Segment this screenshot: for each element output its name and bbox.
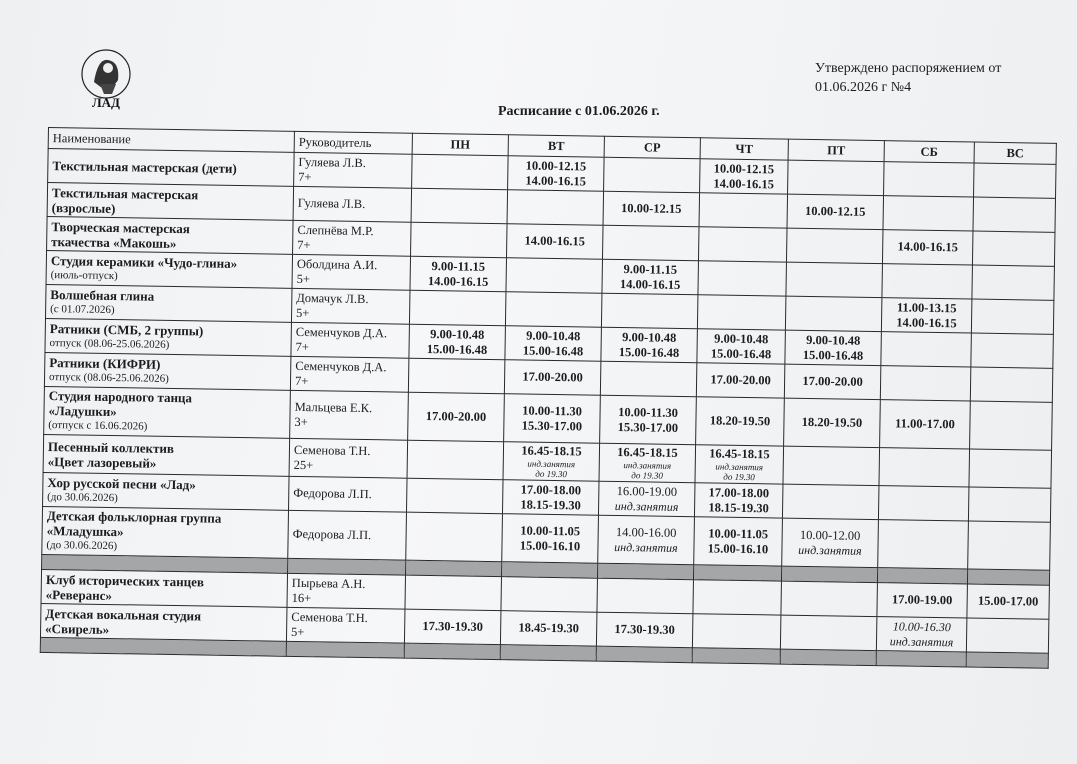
time-slot: 15.00-17.00 [977,593,1039,609]
column-header-leader: Руководитель [294,131,412,154]
time-slot: 10.00-16.30 [892,618,951,634]
time-cell-sat [877,583,968,618]
activity-name-line: Ратники (СМБ, 2 группы) [49,320,204,338]
separator-cell [40,637,286,656]
time-cell-sat [882,264,973,299]
time-slot: 17.00-20.00 [802,373,863,389]
time-slot: 14.00-16.15 [619,276,681,292]
activity-name-cell [48,149,295,187]
time-slot: инд.занятия [798,542,862,558]
time-slot: 16.45-18.15 [617,444,678,460]
leader-line: Семенова Т.Н. [291,609,368,625]
column-header-sat: СБ [884,141,974,163]
time-cell-wed [600,361,697,397]
time-cell-fri [781,581,878,617]
separator-cell [877,568,967,584]
time-cell-sat [878,486,969,521]
column-header-tue: ВТ [508,135,604,158]
time-cell-sat [878,520,969,569]
activity-name-cell [41,569,288,607]
time-cell-mon [407,440,504,480]
time-slot: 9.00-10.48 [526,328,581,343]
time-slot: 16.45-18.15 [709,446,770,462]
activity-note: (до 30.06.2026) [47,490,118,504]
time-slot: инд.занятия [614,539,678,555]
time-slot: 14.00-16.15 [896,314,957,330]
time-slot: 9.00-11.15 [623,261,678,277]
leader-line: Семенчуков Д.А. [295,358,387,374]
time-slot: 18.15-19.30 [708,499,769,515]
time-cell-mon [412,154,509,190]
time-cell-sun [972,231,1055,266]
time-cell-tue [506,258,603,294]
activity-name-line: Студия народного танца [48,388,193,406]
separator-cell [597,563,693,580]
time-cell-tue [503,442,600,482]
leader-cell [286,607,405,643]
leader-line: Домачук Л.В. [296,290,369,306]
time-slot: 14.00-16.00 [615,524,677,540]
separator-cell [780,649,876,666]
time-cell-sun [968,521,1051,570]
time-slot: до 19.30 [723,471,755,483]
time-slot: 10.00-11.05 [708,525,769,541]
activity-name-line: Ратники (КИФРИ) [49,354,161,372]
leader-cell [290,356,409,392]
time-slot: 9.00-10.48 [806,332,861,348]
time-cell-wed [602,259,699,295]
time-cell-tue [505,292,602,328]
leader-line: 5+ [296,305,310,320]
leader-line: 7+ [295,339,310,354]
time-slot: 15.00-16.48 [522,342,584,358]
time-slot: 17.00-19.00 [891,592,953,608]
approval-line-1: Утверждено распоряжением от [815,61,1002,76]
time-cell-sun [967,584,1050,619]
time-cell-wed [599,443,696,483]
time-slot: 15.00-16.10 [519,537,581,553]
time-cell-thu [693,580,782,615]
time-cell-tue [501,577,598,613]
activity-name-line: «Младушка» [46,523,124,540]
time-cell-thu [698,261,787,296]
separator-cell [286,641,404,658]
column-header-name: Наименование [48,128,294,153]
separator-cell [966,652,1048,668]
time-cell-mon [408,392,505,442]
time-slot: 18.15-19.30 [520,496,581,512]
time-cell-fri [785,330,882,366]
leader-line: Оболдина А.И. [296,256,378,272]
time-slot: 17.30-19.30 [614,621,675,637]
separator-cell [501,562,597,579]
column-header-thu: ЧТ [700,138,788,160]
time-cell-sat [880,400,971,449]
activity-name-line: Песенный коллектив [47,438,175,456]
time-cell-wed [598,515,695,565]
time-slot: 15.00-16.48 [426,341,488,357]
time-cell-sat [882,230,973,265]
separator-cell [693,565,781,581]
approval-note [815,59,1001,97]
leader-cell [294,152,413,188]
time-cell-sat [880,366,971,401]
time-cell-thu [698,227,787,262]
activity-name-line: Текстильная мастерская [51,184,199,202]
time-cell-fri [786,228,883,264]
time-cell-sun [969,449,1052,488]
time-cell-sat [881,332,972,367]
time-cell-sun [968,487,1051,522]
time-slot: 14.00-16.15 [713,175,775,191]
activity-name-cell [45,284,292,322]
time-slot: 17.00-18.00 [708,484,770,500]
leader-line: 5+ [290,624,305,639]
activity-name-line: ткачества «Макошь» [51,233,177,251]
time-slot: 11.00-13.15 [896,299,957,315]
activity-name-cell [43,472,290,510]
time-cell-thu [700,159,789,194]
time-cell-mon [409,324,506,360]
time-slot: 14.00-16.15 [524,233,586,249]
activity-name-cell [42,506,289,558]
time-cell-mon [409,290,506,326]
time-cell-fri [787,194,884,230]
time-cell-sat [879,448,970,487]
time-cell-fri [785,296,882,332]
time-slot: до 19.30 [631,470,663,481]
leader-cell [292,254,411,290]
time-cell-fri [784,398,881,448]
time-cell-wed [601,327,698,363]
activity-name-line: «Свирель» [45,620,110,637]
time-cell-sun [973,197,1056,232]
schedule-body [40,149,1056,669]
time-slot: 14.00-16.15 [525,173,587,188]
separator-cell [404,643,500,660]
activity-name-cell [47,216,294,254]
time-slot: 9.00-10.48 [430,326,485,342]
activity-note: (до 30.06.2026) [46,539,118,553]
separator-cell [781,566,877,583]
time-slot: 15.00-16.48 [710,345,772,361]
separator-cell [876,651,966,667]
time-cell-thu [694,517,783,566]
activity-name-cell [44,386,291,438]
time-cell-fri [784,364,881,400]
leader-cell [291,288,410,324]
lad-center-logo [68,44,146,110]
time-slot: инд.занятия [527,458,576,470]
activity-name-line: «Ладушки» [48,403,117,420]
leader-line: Семенчуков Д.А. [295,324,388,340]
separator-cell [406,560,502,577]
time-slot: 10.00-12.15 [620,201,682,216]
time-slot: 9.00-11.15 [431,258,486,274]
time-cell-mon [408,358,505,394]
activity-name-line: Текстильная мастерская (дети) [52,158,237,176]
leader-cell [288,510,407,560]
time-slot: 9.00-10.48 [622,329,677,345]
time-slot: 17.00-20.00 [710,372,771,388]
leader-line: Федорова Л.П. [293,485,372,502]
time-slot: 14.00-16.15 [427,273,489,289]
leader-cell [290,390,409,440]
time-slot: 17.00-18.00 [520,481,582,497]
activity-name-cell [47,183,294,221]
time-slot: 17.00-20.00 [425,408,487,424]
activity-name-line: Детская вокальная студия [45,605,202,623]
time-cell-wed [598,481,695,517]
time-cell-sun [966,618,1049,653]
time-cell-wed [600,395,697,445]
time-cell-wed [597,578,694,614]
activity-name-line: Студия керамики «Чудо-глина» [50,252,238,271]
time-cell-sun [974,163,1057,198]
time-cell-sun [971,299,1054,334]
time-cell-sat [876,617,967,652]
time-cell-tue [502,514,599,564]
time-slot: 18.20-19.50 [801,414,863,430]
activity-name-cell [44,352,291,390]
time-cell-fri [780,615,877,651]
schedule-table [40,127,1057,669]
activity-name-cell [40,603,287,641]
separator-cell [596,646,692,663]
time-slot: 16.45-18.15 [521,443,582,459]
time-slot: 11.00-17.00 [894,416,955,432]
time-cell-thu [697,329,786,364]
leader-line: 7+ [297,237,311,252]
time-cell-wed [603,191,700,227]
activity-name-line: Детская фольклорная группа [46,508,222,526]
time-slot: инд.занятия [889,633,954,649]
separator-cell [967,569,1049,585]
column-header-wed: СР [604,136,700,159]
time-cell-tue [502,480,599,516]
activity-note: (отпуск с 16.06.2026) [48,419,148,433]
time-slot: 18.20-19.50 [709,413,771,429]
time-cell-tue [504,394,601,444]
time-slot: 18.45-19.30 [518,620,580,636]
leader-line: 7+ [298,169,312,184]
time-cell-thu [699,193,788,228]
time-slot: 10.00-12.00 [799,527,861,543]
leader-cell [293,186,412,222]
time-cell-thu [692,614,781,649]
time-cell-tue [505,326,602,362]
time-cell-fri [783,446,880,486]
activity-name-line: Хор русской песни «Лад» [47,474,196,492]
time-cell-sat [883,196,974,231]
time-cell-mon [406,512,503,562]
leader-line: 16+ [291,590,312,605]
leader-line: Мальцева Е.К. [294,399,373,415]
time-cell-thu [695,445,784,484]
time-cell-sun [971,333,1054,368]
column-header-sun: ВС [974,142,1056,164]
time-cell-tue [507,224,604,260]
leader-cell [291,322,410,358]
activity-name-line: Волшебная глина [50,286,155,304]
time-cell-mon [406,478,503,514]
time-cell-sun [972,265,1055,300]
activity-name-line: «Цвет лазоревый» [47,453,157,471]
time-slot: 9.00-10.48 [714,330,769,346]
activity-name-cell [43,434,290,476]
time-cell-sun [970,401,1053,450]
time-cell-tue [508,156,605,192]
separator-cell [692,648,780,664]
time-slot: 15.30-17.00 [521,417,583,433]
time-cell-wed [604,157,701,193]
leader-cell [289,438,408,478]
time-cell-thu [696,397,785,446]
time-cell-mon [410,256,507,292]
leader-line: 5+ [296,271,311,286]
time-cell-mon [405,575,502,611]
activity-name-cell [46,250,293,288]
time-cell-thu [697,295,786,330]
svg-text:ЛАД: ЛАД [91,95,121,110]
activity-name-line: Клуб исторических танцев [45,571,205,590]
time-cell-mon [404,609,501,645]
time-slot: 15.30-17.00 [617,419,679,435]
time-cell-fri [786,262,883,298]
leader-line: 3+ [294,414,308,429]
activity-name-line: Творческая мастерская [51,218,191,236]
time-slot: 14.00-16.15 [897,239,959,255]
leader-line: Слепнёва М.Р. [297,222,374,238]
activity-name-line: (взрослые) [51,199,116,216]
time-cell-fri [782,484,879,520]
activity-note: отпуск (08.06-25.06.2026) [48,370,169,385]
approval-line-2: 01.06.2026 г №4 [815,80,912,95]
time-cell-wed [602,225,699,261]
time-cell-tue [507,190,604,226]
leader-cell [293,220,412,256]
activity-name-line: «Реверанс» [45,586,113,603]
time-cell-wed [596,612,693,648]
time-cell-sat [884,162,975,197]
time-cell-tue [500,611,597,647]
leader-line: Пырьева А.Н. [291,575,366,591]
time-slot: 10.00-11.30 [618,404,679,420]
time-cell-thu [696,363,785,398]
time-slot: 10.00-12.15 [713,160,775,176]
time-slot: 10.00-11.30 [522,402,583,418]
time-cell-mon [411,188,508,224]
time-cell-mon [411,222,508,258]
leader-line: Гуляева Л.В. [297,195,366,211]
time-slot: инд.занятия [614,498,679,514]
time-slot: 17.30-19.30 [422,618,484,634]
time-cell-fri [782,518,879,568]
time-slot: 15.00-16.48 [618,344,680,360]
time-slot: инд.занятия [623,460,672,471]
leader-line: Федорова Л.П. [292,526,372,543]
time-slot: 10.00-12.15 [525,158,587,173]
leader-cell [287,573,406,609]
time-slot: 15.00-16.10 [707,540,769,556]
time-slot: до 19.30 [535,468,567,480]
activity-note: (с 01.07.2026) [50,302,115,316]
leader-line: Семенова Т.Н. [293,442,371,458]
time-cell-sat [881,298,972,333]
leader-line: Гуляева Л.В. [298,154,367,170]
time-cell-thu [694,483,783,518]
column-header-fri: ПТ [788,139,884,162]
leader-line: 25+ [293,457,314,472]
leader-cell [289,476,408,512]
time-slot: 16.00-19.00 [616,483,678,499]
activity-note: отпуск (08.06-25.06.2026) [49,336,170,351]
time-cell-tue [504,360,601,396]
column-header-mon: ПН [412,133,508,156]
time-slot: 17.00-20.00 [522,369,583,385]
time-cell-fri [788,160,885,196]
activity-note: (июль-отпуск) [50,268,118,282]
time-cell-wed [601,293,698,329]
time-slot: 15.00-16.48 [802,347,864,363]
leader-line: 7+ [294,373,309,388]
activity-name-cell [45,318,292,356]
time-slot: 10.00-11.05 [520,522,581,538]
time-slot: 10.00-12.15 [804,203,866,219]
schedule-title: Расписание с 01.06.2026 г. [498,104,660,119]
separator-cell [500,645,596,662]
time-slot: инд.занятия [715,461,764,473]
time-cell-sun [970,367,1053,402]
